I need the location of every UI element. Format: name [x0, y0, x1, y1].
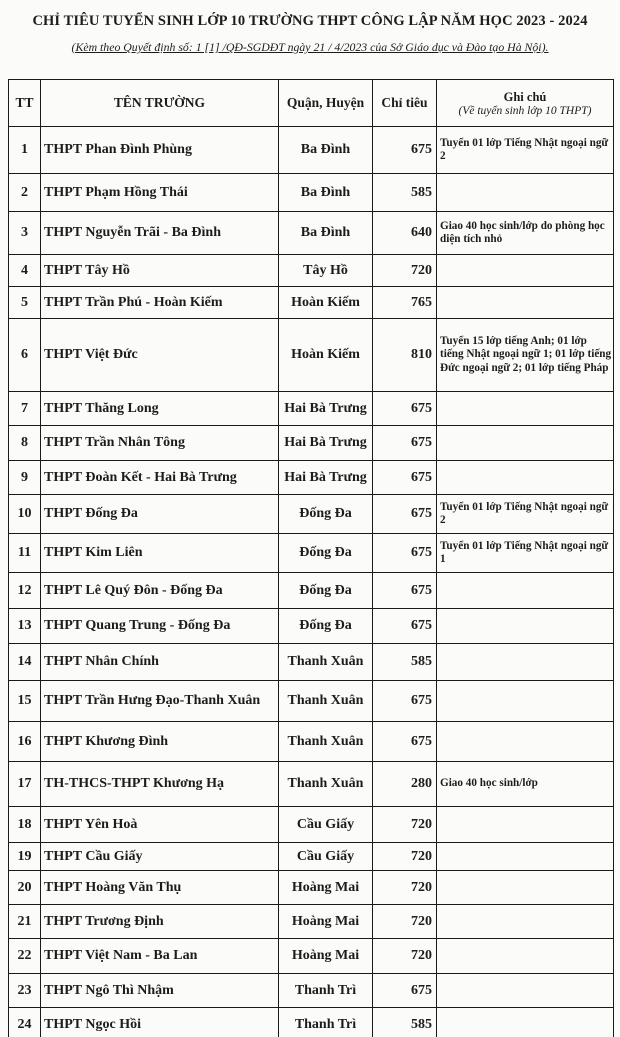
- note-text: [437, 644, 614, 681]
- table-row: [9, 319, 614, 392]
- note-text: Giao 40 học sinh/lớp do phòng học diện tích nhỏ: [437, 212, 614, 255]
- school-name: THPT Thăng Long: [41, 392, 279, 426]
- district-name: Hoàn Kiếm: [279, 287, 373, 319]
- quota-value: 810: [373, 319, 437, 392]
- school-name: THPT Trần Hưng Đạo-Thanh Xuân: [41, 681, 279, 722]
- row-number: 12: [9, 573, 41, 609]
- quota-value: 280: [373, 762, 437, 807]
- district-name: Hoàng Mai: [279, 905, 373, 939]
- school-name: THPT Trương Định: [41, 905, 279, 939]
- school-name: THPT Kim Liên: [41, 534, 279, 573]
- table-row: [9, 974, 614, 1008]
- row-number: 21: [9, 905, 41, 939]
- quota-value: 585: [373, 644, 437, 681]
- quota-value: 675: [373, 534, 437, 573]
- table-row: [9, 174, 614, 212]
- header-note-title: Ghi chú: [503, 89, 547, 104]
- district-name: Đống Đa: [279, 609, 373, 644]
- school-name: THPT Việt Đức: [41, 319, 279, 392]
- quota-value: 675: [373, 681, 437, 722]
- school-name: THPT Khương Đình: [41, 722, 279, 762]
- table-row: [9, 807, 614, 843]
- district-name: Thanh Xuân: [279, 762, 373, 807]
- table-row: [9, 609, 614, 644]
- quota-value: 640: [373, 212, 437, 255]
- note-text: [437, 174, 614, 212]
- row-number: 3: [9, 212, 41, 255]
- district-name: Hai Bà Trưng: [279, 461, 373, 495]
- note-text: [437, 722, 614, 762]
- note-text: [437, 461, 614, 495]
- header-note: [437, 80, 614, 127]
- district-name: Hai Bà Trưng: [279, 392, 373, 426]
- quota-value: 675: [373, 722, 437, 762]
- table-body: [9, 127, 614, 1037]
- row-number: 14: [9, 644, 41, 681]
- row-number: 2: [9, 174, 41, 212]
- quota-value: 720: [373, 255, 437, 287]
- school-name: THPT Ngọc Hồi: [41, 1008, 279, 1037]
- table-row: [9, 392, 614, 426]
- note-text: [437, 974, 614, 1008]
- note-text: [437, 871, 614, 905]
- row-number: 18: [9, 807, 41, 843]
- quota-value: 720: [373, 807, 437, 843]
- district-name: Hoàng Mai: [279, 939, 373, 974]
- school-name: THPT Tây Hồ: [41, 255, 279, 287]
- note-text: [437, 843, 614, 871]
- table-row: [9, 681, 614, 722]
- table-row: [9, 573, 614, 609]
- note-text: [437, 905, 614, 939]
- note-text: [437, 426, 614, 461]
- table-row: [9, 905, 614, 939]
- row-number: 7: [9, 392, 41, 426]
- note-text: [437, 287, 614, 319]
- note-text: Giao 40 học sinh/lớp: [437, 762, 614, 807]
- row-number: 22: [9, 939, 41, 974]
- table-row: [9, 127, 614, 174]
- school-name: THPT Cầu Giấy: [41, 843, 279, 871]
- note-text: Tuyển 01 lớp Tiếng Nhật ngoại ngữ 2: [437, 127, 614, 174]
- note-text: Tuyển 01 lớp Tiếng Nhật ngoại ngữ 2: [437, 495, 614, 534]
- district-name: Đống Đa: [279, 573, 373, 609]
- note-text: [437, 573, 614, 609]
- table-row: [9, 1008, 614, 1037]
- quota-value: 720: [373, 905, 437, 939]
- district-name: Thanh Trì: [279, 974, 373, 1008]
- header-tt: TT: [9, 80, 41, 127]
- school-name: THPT Ngô Thì Nhậm: [41, 974, 279, 1008]
- row-number: 10: [9, 495, 41, 534]
- quota-value: 765: [373, 287, 437, 319]
- row-number: 24: [9, 1008, 41, 1037]
- note-text: [437, 1008, 614, 1037]
- header-district: Quận, Huyện: [279, 80, 373, 127]
- table-header-row: [9, 80, 614, 127]
- quota-value: 720: [373, 939, 437, 974]
- table-row: [9, 287, 614, 319]
- note-text: [437, 609, 614, 644]
- school-name: THPT Quang Trung - Đống Đa: [41, 609, 279, 644]
- note-text: Tuyển 15 lớp tiếng Anh; 01 lớp tiếng Nhật ngoại ngữ 1; 01 lớp tiếng Đức ngoại ngữ 2; 01 lớp tiếng Pháp: [437, 319, 614, 392]
- school-name: THPT Yên Hoà: [41, 807, 279, 843]
- district-name: Ba Đình: [279, 174, 373, 212]
- header-quota: Chỉ tiêu: [373, 80, 437, 127]
- note-text: Tuyển 01 lớp Tiếng Nhật ngoại ngữ 1: [437, 534, 614, 573]
- enrollment-quota-table: [8, 79, 614, 1037]
- row-number: 11: [9, 534, 41, 573]
- district-name: Cầu Giấy: [279, 843, 373, 871]
- school-name: THPT Trần Phú - Hoàn Kiếm: [41, 287, 279, 319]
- quota-value: 675: [373, 495, 437, 534]
- school-name: THPT Phạm Hồng Thái: [41, 174, 279, 212]
- district-name: Ba Đình: [279, 127, 373, 174]
- quota-value: 585: [373, 1008, 437, 1037]
- quota-value: 675: [373, 573, 437, 609]
- row-number: 13: [9, 609, 41, 644]
- school-name: THPT Nhân Chính: [41, 644, 279, 681]
- district-name: Hai Bà Trưng: [279, 426, 373, 461]
- school-name: THPT Nguyễn Trãi - Ba Đình: [41, 212, 279, 255]
- school-name: THPT Hoàng Văn Thụ: [41, 871, 279, 905]
- table-row: [9, 495, 614, 534]
- header-school-name: TÊN TRƯỜNG: [41, 80, 279, 127]
- row-number: 15: [9, 681, 41, 722]
- district-name: Tây Hồ: [279, 255, 373, 287]
- district-name: Ba Đình: [279, 212, 373, 255]
- table-row: [9, 461, 614, 495]
- table-row: [9, 762, 614, 807]
- note-text: [437, 939, 614, 974]
- row-number: 16: [9, 722, 41, 762]
- row-number: 19: [9, 843, 41, 871]
- row-number: 20: [9, 871, 41, 905]
- quota-value: 720: [373, 843, 437, 871]
- school-name: THPT Trần Nhân Tông: [41, 426, 279, 461]
- district-name: Đống Đa: [279, 495, 373, 534]
- document-title: CHỈ TIÊU TUYỂN SINH LỚP 10 TRƯỜNG THPT CÔNG LẬP NĂM HỌC 2023 - 2024: [32, 13, 588, 29]
- table-row: [9, 212, 614, 255]
- quota-value: 585: [373, 174, 437, 212]
- school-name: THPT Phan Đình Phùng: [41, 127, 279, 174]
- quota-value: 675: [373, 609, 437, 644]
- quota-value: 720: [373, 871, 437, 905]
- row-number: 8: [9, 426, 41, 461]
- school-name: TH-THCS-THPT Khương Hạ: [41, 762, 279, 807]
- quota-value: 675: [373, 461, 437, 495]
- document-subtitle: (Kèm theo Quyết định số: 1 [1] /QĐ-SGDĐT ngày 21 / 4/2023 của Sở Giáo dục và Đào tạo Hà Nội).: [71, 40, 549, 54]
- school-name: THPT Việt Nam - Ba Lan: [41, 939, 279, 974]
- table-row: [9, 843, 614, 871]
- district-name: Thanh Xuân: [279, 681, 373, 722]
- table-row: [9, 534, 614, 573]
- note-text: [437, 255, 614, 287]
- table-row: [9, 722, 614, 762]
- note-text: [437, 392, 614, 426]
- row-number: 1: [9, 127, 41, 174]
- quota-value: 675: [373, 392, 437, 426]
- district-name: Hoàn Kiếm: [279, 319, 373, 392]
- table-row: [9, 939, 614, 974]
- row-number: 17: [9, 762, 41, 807]
- row-number: 4: [9, 255, 41, 287]
- district-name: Cầu Giấy: [279, 807, 373, 843]
- table-row: [9, 255, 614, 287]
- district-name: Thanh Xuân: [279, 644, 373, 681]
- quota-value: 675: [373, 127, 437, 174]
- row-number: 5: [9, 287, 41, 319]
- header-note-subtitle: (Về tuyển sinh lớp 10 THPT): [458, 104, 592, 117]
- district-name: Thanh Xuân: [279, 722, 373, 762]
- school-name: THPT Đống Đa: [41, 495, 279, 534]
- school-name: THPT Lê Quý Đôn - Đống Đa: [41, 573, 279, 609]
- note-text: [437, 681, 614, 722]
- row-number: 9: [9, 461, 41, 495]
- quota-value: 675: [373, 974, 437, 1008]
- table-row: [9, 644, 614, 681]
- school-name: THPT Đoàn Kết - Hai Bà Trưng: [41, 461, 279, 495]
- district-name: Đống Đa: [279, 534, 373, 573]
- quota-value: 675: [373, 426, 437, 461]
- table-row: [9, 871, 614, 905]
- row-number: 23: [9, 974, 41, 1008]
- district-name: Thanh Trì: [279, 1008, 373, 1037]
- note-text: [437, 807, 614, 843]
- district-name: Hoàng Mai: [279, 871, 373, 905]
- table-row: [9, 426, 614, 461]
- row-number: 6: [9, 319, 41, 392]
